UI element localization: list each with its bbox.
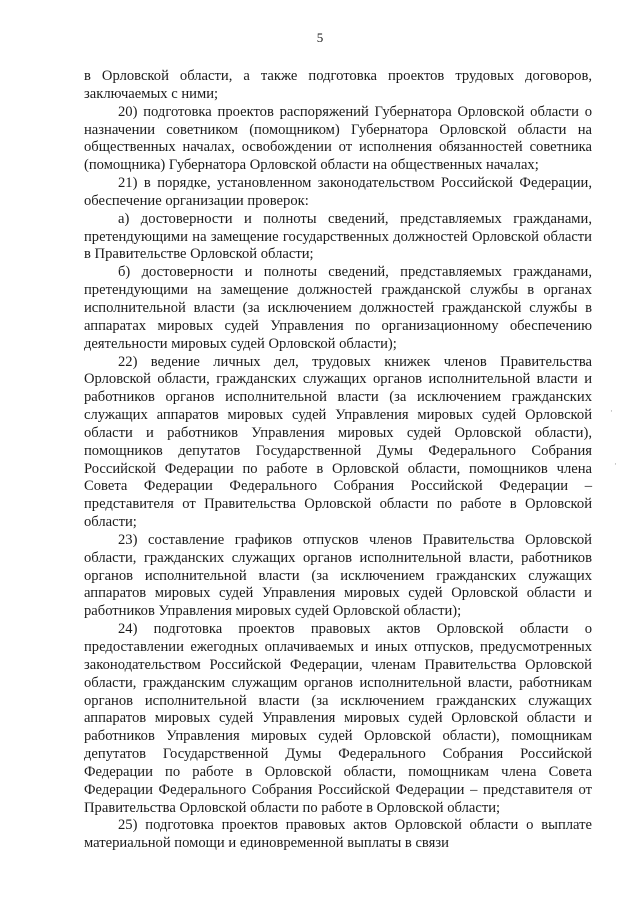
scan-margin-mark: ·	[610, 407, 613, 417]
paragraph-item-22: 22) ведение личных дел, трудовых книжек членов Правительства Орловской области, гражданских служащих органов исполнительной власти и работников органов исполнительной власти (за исключением гражданских служащих аппаратов мировых судей Управления мировых судей Орловской области и работников Управления мировых судей Орловской области), помощников депутатов Государственной Думы Федерального Собрания Российской Федерации по работе в Орловской области, помощников члена Совета Федерации Федерального Собрания Российской Федерации – представителя от Правительства Орловской области по работе в Орловской области;	[84, 353, 592, 531]
paragraph-item-25: 25) подготовка проектов правовых актов Орловской области о выплате материальной помощи и единовременной выплаты в связи	[84, 817, 592, 852]
paragraph-item-20: 20) подготовка проектов распоряжений Губернатора Орловской области о назначении советником (помощником) Губернатора Орловской области на общественных началах, освобождении от исполнения обязанностей советника (помощника) Губернатора Орловской области на общественных началах;	[84, 103, 592, 174]
paragraph-item-23: 23) составление графиков отпусков членов Правительства Орловской области, гражданских служащих органов исполнительной власти, работников органов исполнительной власти (за исключением гражданских служащих аппаратов мировых судей Управления мировых судей Орловской области и работников Управления мировых судей Орловской области);	[84, 531, 592, 620]
paragraph-item-21b: б) достоверности и полноты сведений, представляемых гражданами, претендующими на замещение должностей гражданской службы в органах исполнительной власти (за исключением должностей гражданской службы в аппаратах мировых судей Управления по организационному обеспечению деятельности мировых судей Орловской области);	[84, 264, 592, 352]
scan-margin-mark: ·	[614, 460, 617, 470]
paragraph-item-21a: а) достоверности и полноты сведений, представляемых гражданами, претендующими на замещение государственных должностей Орловской области в Правительстве Орловской области;	[84, 210, 592, 263]
page-number: 5	[316, 30, 324, 45]
paragraph-continuation: в Орловской области, а также подготовка проектов трудовых договоров, заключаемых с ними;	[84, 68, 592, 102]
paragraph-item-24: 24) подготовка проектов правовых актов Орловской области о предоставлении ежегодных оплачиваемых и иных отпусков, предусмотренных законодательством Российской Федерации, членам Правительства Орловской области, гражданским служащим органов исполнительной власти, работникам органов исполнительной власти (за исключением гражданских служащих аппаратов мировых судей Управления мировых судей Орловской области и работников Управления мировых судей Орловской области), помощникам депутатов Государственной Думы Федерального Собрания Российской Федерации по работе в Орловской области, помощникам члена Совета Федерации Федерального Собрания Российской Федерации – представителя от Правительства Орловской области по работе в Орловской области;	[84, 621, 592, 816]
paragraph-item-21: 21) в порядке, установленном законодательством Российской Федерации, обеспечение организации проверок:	[84, 175, 592, 209]
document-body	[84, 68, 592, 853]
